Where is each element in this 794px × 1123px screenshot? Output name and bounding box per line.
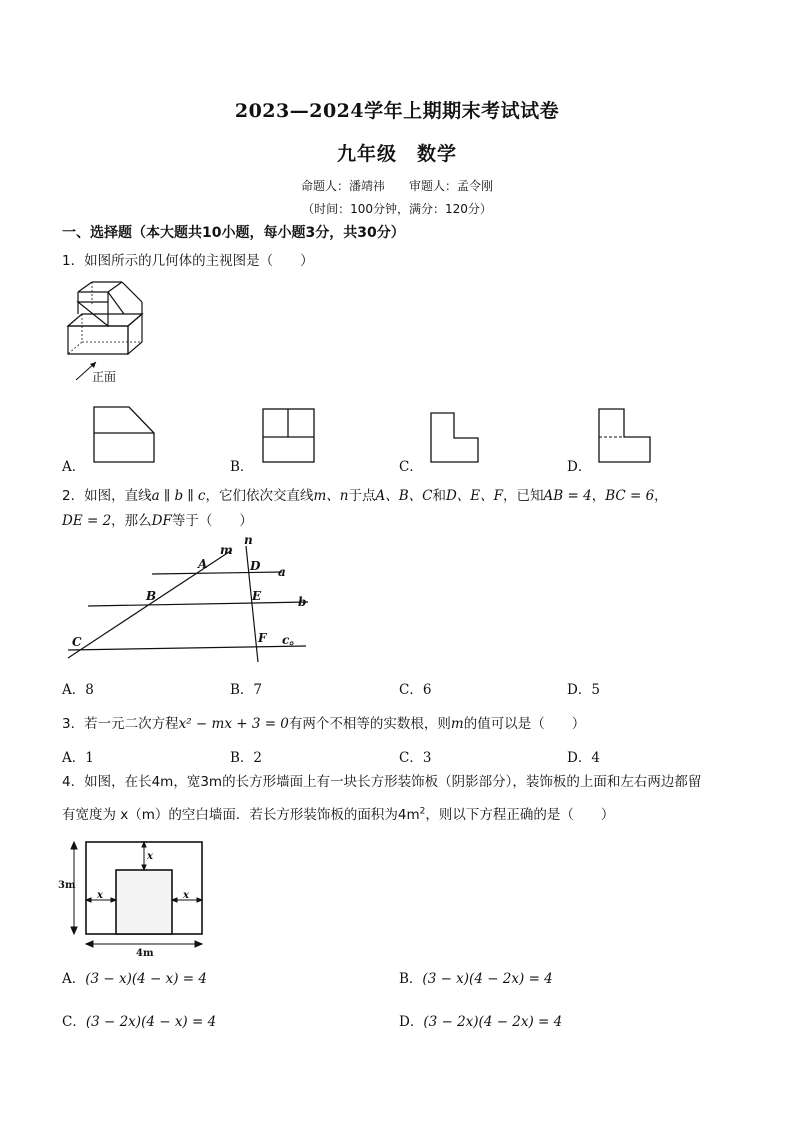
q2-df: DF <box>151 513 172 529</box>
q4-option-a-label: A． <box>62 971 86 987</box>
q3-equation: x² − mx + 3 = 0 <box>178 716 289 732</box>
q2-label-f-point: F <box>258 631 267 645</box>
q4-text: ，则以下方程正确的是（ ） <box>425 807 615 823</box>
question-1-stem: 1．如图所示的几何体的主视图是（ ） <box>62 253 314 269</box>
q1-front-label: 正面 <box>92 370 117 384</box>
q2-label-b-point: B <box>146 589 157 603</box>
q2-parallel-lines-figure <box>60 533 320 670</box>
q2-label-a-point: A <box>198 557 208 571</box>
q2-option-b[interactable]: B．7 <box>230 682 263 698</box>
q2-text: 和 <box>432 488 446 504</box>
q4-text: 有宽度为 x（m）的空白墙面．若长方形装饰板的面积为4m <box>62 807 420 823</box>
q4-option-d-label: D． <box>399 1014 424 1030</box>
question-3-stem <box>62 712 585 732</box>
q1-option-a[interactable]: A． <box>62 459 86 475</box>
q3-text: 有两个不相等的实数根，则 <box>288 716 451 732</box>
q2-points-abc: A、B、C <box>375 488 433 504</box>
q3-option-c[interactable]: C．3 <box>399 750 432 766</box>
q2-option-a[interactable]: A．8 <box>62 682 94 698</box>
q4-option-b-label: B． <box>399 971 423 987</box>
q2-de: DE = 2 <box>62 513 112 529</box>
q4-label-x-right: x <box>183 890 189 901</box>
q4-option-c-equation: (3 − 2x)(4 − x) = 4 <box>85 1014 217 1030</box>
exam-title: 2023—2024学年上期期末考试试卷 <box>234 100 560 122</box>
q2-ab: AB = 4 <box>543 488 592 504</box>
question-4-line1: 4．如图，在长4m，宽3m的长方形墙面上有一块长方形装饰板（阴影部分），装饰板的上面和左右两边都留 <box>62 774 702 790</box>
q4-option-c[interactable] <box>62 1010 216 1030</box>
q3-text: 3．若一元二次方程 <box>62 716 179 732</box>
exam-authors: 命题人：潘靖祎 审题人：孟令刚 <box>300 179 493 193</box>
question-2-stem-line2 <box>62 509 253 529</box>
q2-text: 于点 <box>348 488 376 504</box>
q4-label-height: 3m <box>58 880 76 891</box>
q2-label-a-line: a <box>278 565 286 579</box>
q1-option-b-figure <box>262 408 316 464</box>
question-2-stem-line1 <box>62 484 668 504</box>
q4-option-a-equation: (3 − x)(4 − x) = 4 <box>85 971 207 987</box>
q2-label-d-point: D <box>250 559 261 573</box>
q2-label-n: n <box>244 533 253 547</box>
q2-lines-mn: m、n <box>313 488 349 504</box>
q2-label-m: m <box>220 543 233 557</box>
q2-bc: BC = 6 <box>605 488 655 504</box>
q2-label-c-point: C <box>72 635 82 649</box>
q3-option-d[interactable]: D．4 <box>567 750 600 766</box>
q4-option-c-label: C． <box>62 1014 86 1030</box>
q4-square-sup: 2 <box>419 806 426 817</box>
q2-text: ， <box>591 488 606 504</box>
q4-label-width: 4m <box>136 948 154 959</box>
q1-option-c-figure <box>430 412 480 464</box>
q1-option-a-figure <box>93 406 157 464</box>
q2-points-def: D、E、F <box>445 488 504 504</box>
q2-text: ，那么 <box>111 513 152 529</box>
q1-option-c[interactable]: C． <box>399 459 423 475</box>
question-4-line2 <box>62 803 614 823</box>
q2-option-d[interactable]: D．5 <box>567 682 600 698</box>
q2-text: ，已知 <box>503 488 544 504</box>
q3-m: m <box>450 716 464 732</box>
q1-option-b[interactable]: B． <box>230 459 254 475</box>
q1-option-d-figure <box>598 408 652 464</box>
q2-text: ， <box>654 488 668 504</box>
q4-label-x-left: x <box>97 890 103 901</box>
q3-option-a[interactable]: A．1 <box>62 750 94 766</box>
q2-text: 2．如图，直线 <box>62 488 152 504</box>
q2-option-c[interactable]: C．6 <box>399 682 432 698</box>
exam-time-info: （时间：100分钟，满分：120分） <box>302 202 492 216</box>
q4-label-x-top: x <box>147 851 153 862</box>
q2-parallel-lines: a ∥ b ∥ c <box>151 488 206 504</box>
q4-option-b[interactable] <box>399 967 553 987</box>
q4-option-b-equation: (3 − x)(4 − 2x) = 4 <box>422 971 553 987</box>
q1-option-d[interactable]: D． <box>567 459 592 475</box>
q4-wall-figure <box>58 836 214 959</box>
exam-subtitle: 九年级 数学 <box>336 143 457 165</box>
q4-option-d[interactable] <box>399 1010 562 1030</box>
q2-label-c-line: c。 <box>282 633 302 647</box>
q3-text: 的值可以是（ ） <box>463 716 586 732</box>
q3-option-b[interactable]: B．2 <box>230 750 263 766</box>
q2-text: 等于（ ） <box>171 513 253 529</box>
q2-label-b-line: b <box>298 595 307 609</box>
section-heading: 一、选择题（本大题共10小题，每小题3分，共30分） <box>62 225 405 241</box>
q4-option-a[interactable] <box>62 967 207 987</box>
q2-text: ，它们依次交直线 <box>205 488 314 504</box>
q2-label-e-point: E <box>252 589 262 603</box>
q4-option-d-equation: (3 − 2x)(4 − 2x) = 4 <box>423 1014 563 1030</box>
